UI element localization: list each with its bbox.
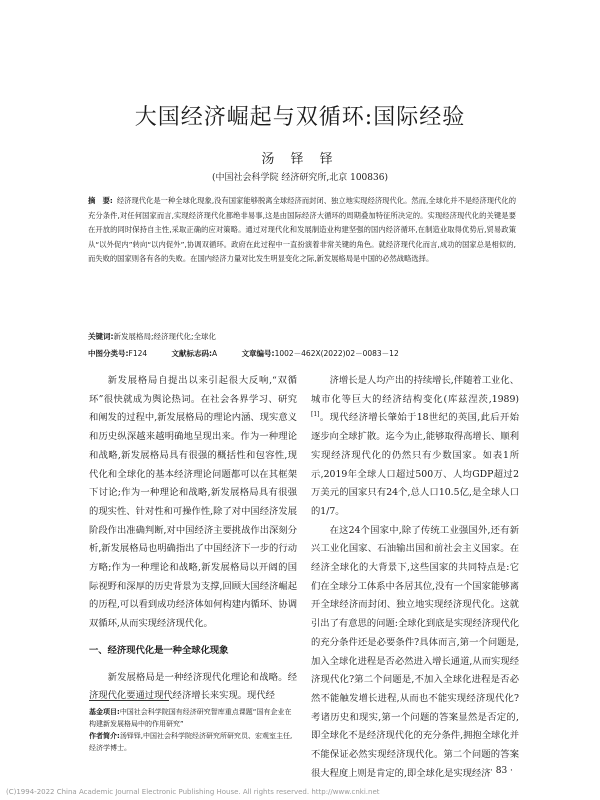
article-number xyxy=(242,349,399,358)
document-code-label: 文献标志码: xyxy=(171,349,213,358)
keywords-text: 新发展格局;经济现代化;全球化 xyxy=(113,332,217,341)
classification-line xyxy=(88,348,528,359)
article-number-label: 文章编号: xyxy=(241,349,275,358)
article-number-value: 1002－462X(2022)02－0083－12 xyxy=(274,349,399,358)
abstract xyxy=(88,194,516,267)
body-paragraph: 新发展格局是一种经济现代化理论和战略。经济现代化要通过现代经济增长来实现。现代经 xyxy=(89,671,297,702)
author-bio-text: 汤铎铎,中国社会科学院经济研究所研究员、宏观室主任,经济学博士。 xyxy=(89,732,293,752)
article-author: 汤 铎 铎 xyxy=(261,152,339,167)
keywords-label: 关键词: xyxy=(88,332,114,341)
body-text: 济增长是人均产出的持续增长,伴随着工业化、城市化等巨大的经济结构变化(库兹涅茨,1989) xyxy=(311,375,519,405)
footnotes xyxy=(89,706,297,754)
body-paragraph xyxy=(311,372,519,522)
clc-value: F124 xyxy=(128,349,148,358)
clc-label: 中图分类号: xyxy=(88,349,129,358)
citation-reference[interactable]: [1] xyxy=(311,411,320,419)
author-affiliation: (中国社会科学院 经济研究所,北京 100836) xyxy=(212,173,388,183)
right-column xyxy=(311,372,519,783)
body-paragraph: 新发展格局自提出以来引起很大反响,“双循环”很快就成为舆论热词。在社会各界学习、研究和阐发的过程中,新发展格局的理论内涵、现实意义和历史纵深越来越明确地呈现出来。作为一种理论和战略,新发展格局具有很强的概括性和包容性,现代化和全球化的基本经济理论问题都可以在其框架下讨论;作为一种理论和战略,新发展格局具有很强的现实性、针对性和可操作性,除了对中国经济发展阶段作出准确判断,对中国经济主要挑战作出深刻分析,新发展格局也明确指出了中国经济下一步的行动方略;作为一种理论和战略,新发展格局以开阔的国际视野和深厚的历史背景为支撑,回顾大国经济崛起的历程,可以看到成功经济体如何构建内循环、协调双循环,从而实现经济现代化。 xyxy=(89,375,297,630)
copyright-footer: (C)1994-2022 China Academic Journal Electronic Publishing House. All rights reserved. http://www.cnki.net xyxy=(6,788,380,796)
keywords xyxy=(88,331,516,342)
abstract-label: 摘 要: xyxy=(88,196,113,205)
funding-label: 基金项目: xyxy=(89,708,120,716)
footnote-divider xyxy=(89,700,169,701)
author-bio-label: 作者简介: xyxy=(89,732,120,740)
body-paragraph: 在这24个国家中,除了传统工业强国外,还有新兴工业化国家、石油输出国和前社会主义国家。在经济全球化的大背景下,这些国家的共同特点是:它们在全球分工体系中各居其位,没有一个国家能够离开全球经济而封闭、独立地实现经济现代化。这就引出了有意思的问题:全球化到底是实现经济现代化的充分条件还是必要条件?具体而言,第一个问题是,加入全球化进程是否必然进入增长通道,从而实现经济现代化?第二个问题是,不加入全球化进程是否必然不能触发增长进程,从而也不能实现经济现代化?考诸历史和现实,第一个问题的答案显然是否定的,即全球化不是经济现代化的充分条件,拥抱全球化并不能保证必然实现经济现代化。第二个问题的答案很大程度上则是肯定的,即全球化是实现经济 xyxy=(311,524,519,779)
left-column xyxy=(89,372,297,706)
article-title: 大国经济崛起与双循环:国际经验 xyxy=(134,105,466,130)
document-code-value: A xyxy=(212,349,218,358)
page-number: · 83 · xyxy=(490,766,513,776)
author-bio-note xyxy=(89,730,297,754)
document-code xyxy=(172,349,218,358)
funding-note xyxy=(89,706,297,730)
body-text: 。现代经济增长肇始于18世纪的英国,此后开始逐步向全球扩散。迄今为止,能够取得高增长、顺利实现经济现代化的仍然只有少数国家。如表1所示,2019年全球人口超过500万、人均GDP超过2万美元的国家只有24个,总人口10.5亿,是全球人口的1/7。 xyxy=(311,412,519,517)
abstract-text: 经济现代化是一种全球化现象,没有国家能够脱离全球经济而封闭、独立地实现经济现代化。然而,全球化并不是经济现代化的充分条件,对任何国家而言,实现经济现代化都绝非易事,这是由国际经济大循环的周期叠加特征所决定的。实现经济现代化的关键是要在开放的同时保持自主性,采取正确的应对策略。通过对现代化和发展制造业构建坚强的国内经济循环,在制造业取得优势后,贸易政策从“以外促内”转向“以内促外”,协调双循环。政府在此过程中一直扮演着非常关键的角色。就经济现代化而言,成功的国家总是相似的,而失败的国家则各有各的失败。在国内经济力量对比发生明显变化之际,新发展格局是中国的必然战略选择。 xyxy=(88,196,516,264)
clc-number xyxy=(88,349,147,358)
funding-text: 中国社会科学院国有经济研究智库重点课题“国有企业在构建新发展格局中的作用研究” xyxy=(89,708,292,728)
section-heading: 一、经济现代化是一种全球化现象 xyxy=(89,644,229,656)
